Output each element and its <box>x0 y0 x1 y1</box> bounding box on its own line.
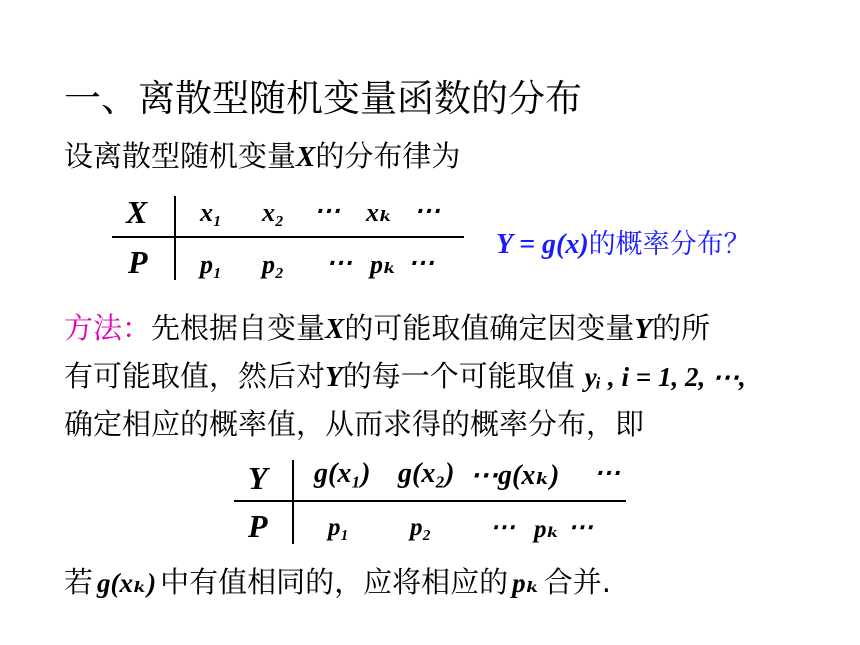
question-text: 的概率分布？ <box>588 229 751 260</box>
method-line-1 <box>64 306 710 347</box>
table2-cell: g(x₂) <box>398 458 455 489</box>
table2-cell: ⋯g(xₖ) <box>470 460 560 491</box>
table1-cell: x₁ <box>200 198 223 227</box>
table1-cell: x₂ <box>262 198 285 227</box>
method-line-3: 确定相应的概率值，从而求得的概率分布，即 <box>64 407 645 441</box>
intro-line <box>64 134 460 175</box>
intro-var: X <box>296 141 316 173</box>
conclusion-line <box>64 560 611 601</box>
table1-cell: pₖ <box>370 250 397 279</box>
table2-cell: ⋯ <box>490 514 515 541</box>
table2-cell: p₂ <box>410 514 432 541</box>
method-formula: yᵢ , i = 1, 2, ⋯, <box>584 362 746 392</box>
question <box>496 222 751 261</box>
method-text: 的每一个可能取值 <box>342 359 575 393</box>
table2-cell: p₁ <box>328 514 350 541</box>
intro-prefix: 设离散型随机变量 <box>64 139 297 173</box>
table1-divider <box>174 196 176 280</box>
intro-suffix: 的分布律为 <box>315 139 461 173</box>
conclusion-pk: pₖ <box>512 568 540 598</box>
page-title: 一、离散型随机变量函数的分布 <box>64 77 582 120</box>
table1-cell: p₁ <box>200 250 223 279</box>
question-formula: Y = g(x) <box>496 229 589 260</box>
table1-cell: ⋯ <box>314 196 340 225</box>
table2-cell: g(x₁) <box>314 458 371 489</box>
conclusion-text: 合并. <box>543 565 612 599</box>
table1-rule <box>112 236 464 238</box>
table2-cell: ⋯ <box>594 458 620 487</box>
table1-cell: ⋯ <box>326 248 352 277</box>
method-var-x: X <box>325 313 345 345</box>
conclusion-text: 若 <box>64 565 94 599</box>
method-text: 有可能取值，然后对 <box>64 359 326 393</box>
table1-cell: p₂ <box>262 250 285 279</box>
table1-head-p: P <box>128 244 148 280</box>
table2-cell: pₖ <box>534 516 560 543</box>
method-line-2 <box>64 354 746 395</box>
table2-head-p: P <box>248 508 268 544</box>
table1-cell: xₖ <box>366 198 393 227</box>
method-text: 的所 <box>652 311 711 345</box>
method-var-y: Y <box>325 361 343 393</box>
table1-head-x: X <box>126 194 148 230</box>
table1-cell: ⋯ <box>414 196 440 225</box>
table1-cell: ⋯ <box>408 248 434 277</box>
conclusion-text: 中有值相同的，应将相应的 <box>160 565 509 599</box>
method-var-y: Y <box>634 313 653 345</box>
conclusion-gx: g(xₖ) <box>97 568 157 598</box>
table2-head-y: Y <box>248 460 268 496</box>
method-text: 先根据自变量 <box>151 311 326 345</box>
method-text: 的可能取值确定因变量 <box>344 311 635 345</box>
method-label: 方法： <box>64 311 152 345</box>
table2-cell: ⋯ <box>568 514 593 541</box>
table2-divider <box>292 460 294 544</box>
